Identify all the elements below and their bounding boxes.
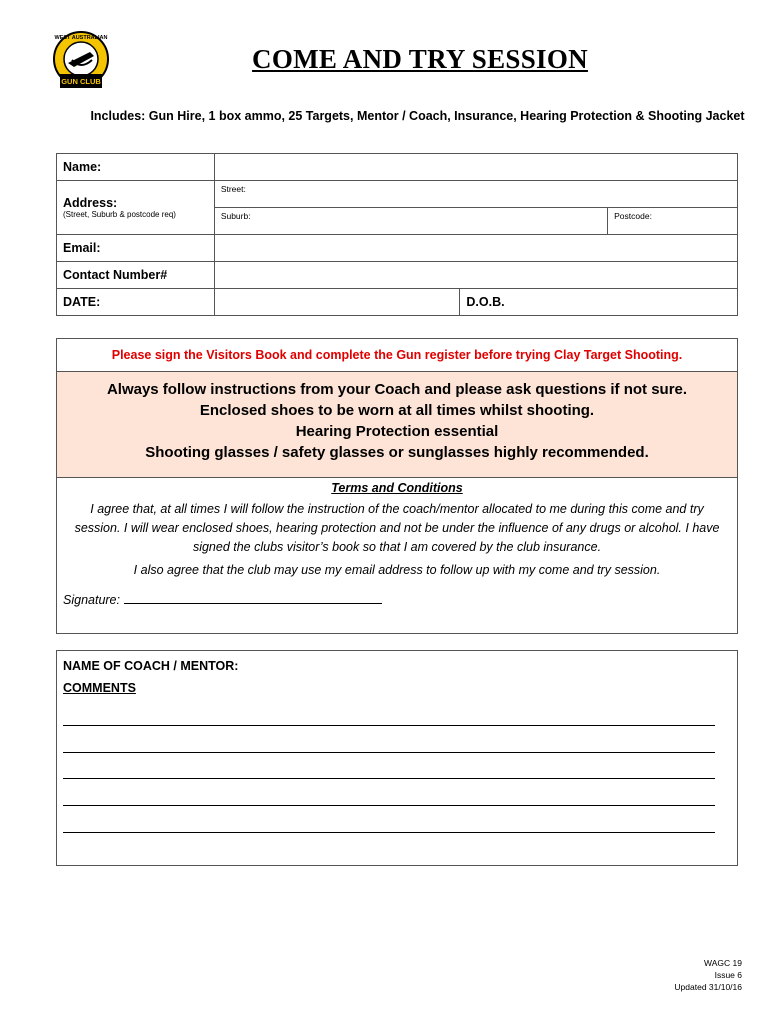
postcode-field[interactable] (608, 208, 738, 235)
footer (674, 957, 742, 993)
address-label-cell (57, 181, 215, 235)
signature-row (63, 591, 737, 607)
updated-date: Updated 31/10/16 (674, 982, 742, 992)
comment-line[interactable] (63, 832, 715, 833)
club-logo (50, 30, 112, 92)
address-label: Address: (63, 196, 118, 210)
address-hint: (Street, Suburb & postcode req) (63, 210, 176, 219)
signature-label: Signature: (63, 593, 120, 607)
visitors-book-notice: Please sign the Visitors Book and complete the Gun register before trying Clay Target Shooting. (57, 339, 737, 372)
safety-line-2: Enclosed shoes to be worn at all times whilst shooting. (199, 402, 595, 419)
postcode-label: Postcode: (614, 211, 652, 221)
issue-number: Issue 6 (714, 970, 742, 980)
form-code: WAGC 19 (704, 958, 742, 968)
notice-box (56, 338, 738, 634)
safety-rules (57, 372, 737, 478)
terms-body: I agree that, at all times I will follow the instruction of the coach/mentor allocated to me during this come and try session. I will wear enclosed shoes, hearing protection and not be under the influence of any drugs or alcohol. I have signed the clubs visitor’s book so that I am covered by the club insurance. (74, 502, 720, 554)
coach-box (56, 650, 738, 866)
dob-label: D.O.B. (466, 295, 505, 309)
coach-title: NAME OF COACH / MENTOR: (63, 659, 239, 673)
date-label: DATE: (57, 289, 215, 316)
dob-field[interactable] (460, 289, 738, 316)
date-field[interactable] (214, 289, 460, 316)
comment-line[interactable] (63, 725, 715, 726)
comments-label: COMMENTS (63, 681, 136, 695)
comment-line[interactable] (63, 778, 715, 779)
street-label: Street: (220, 184, 246, 194)
comment-line[interactable] (63, 805, 715, 806)
comment-line[interactable] (63, 752, 715, 753)
svg-text:WEST AUSTRALIAN: WEST AUSTRALIAN (54, 35, 108, 41)
terms-title: Terms and Conditions (331, 481, 463, 495)
email-field[interactable] (214, 235, 737, 262)
includes-text: Includes: Gun Hire, 1 box ammo, 25 Targets, Mentor / Coach, Insurance, Hearing Protection & Shooting Jacket (90, 109, 745, 123)
contact-label: Contact Number# (57, 262, 215, 289)
terms-email-consent: I also agree that the club may use my email address to follow up with my come and try session. (133, 563, 661, 577)
safety-line-3: Hearing Protection essential (295, 423, 499, 440)
signature-line[interactable] (124, 591, 382, 604)
safety-line-4: Shooting glasses / safety glasses or sunglasses highly recommended. (145, 444, 649, 461)
details-table (56, 153, 738, 316)
suburb-label: Suburb: (220, 211, 251, 221)
svg-text:GUN CLUB: GUN CLUB (61, 77, 101, 86)
suburb-field[interactable] (214, 208, 607, 235)
page-title: COME AND TRY SESSION (252, 44, 588, 74)
street-field[interactable] (214, 181, 737, 208)
contact-field[interactable] (214, 262, 737, 289)
email-label: Email: (57, 235, 215, 262)
name-field[interactable] (214, 154, 737, 181)
safety-line-1: Always follow instructions from your Coach and please ask questions if not sure. (106, 381, 688, 398)
name-label: Name: (57, 154, 215, 181)
